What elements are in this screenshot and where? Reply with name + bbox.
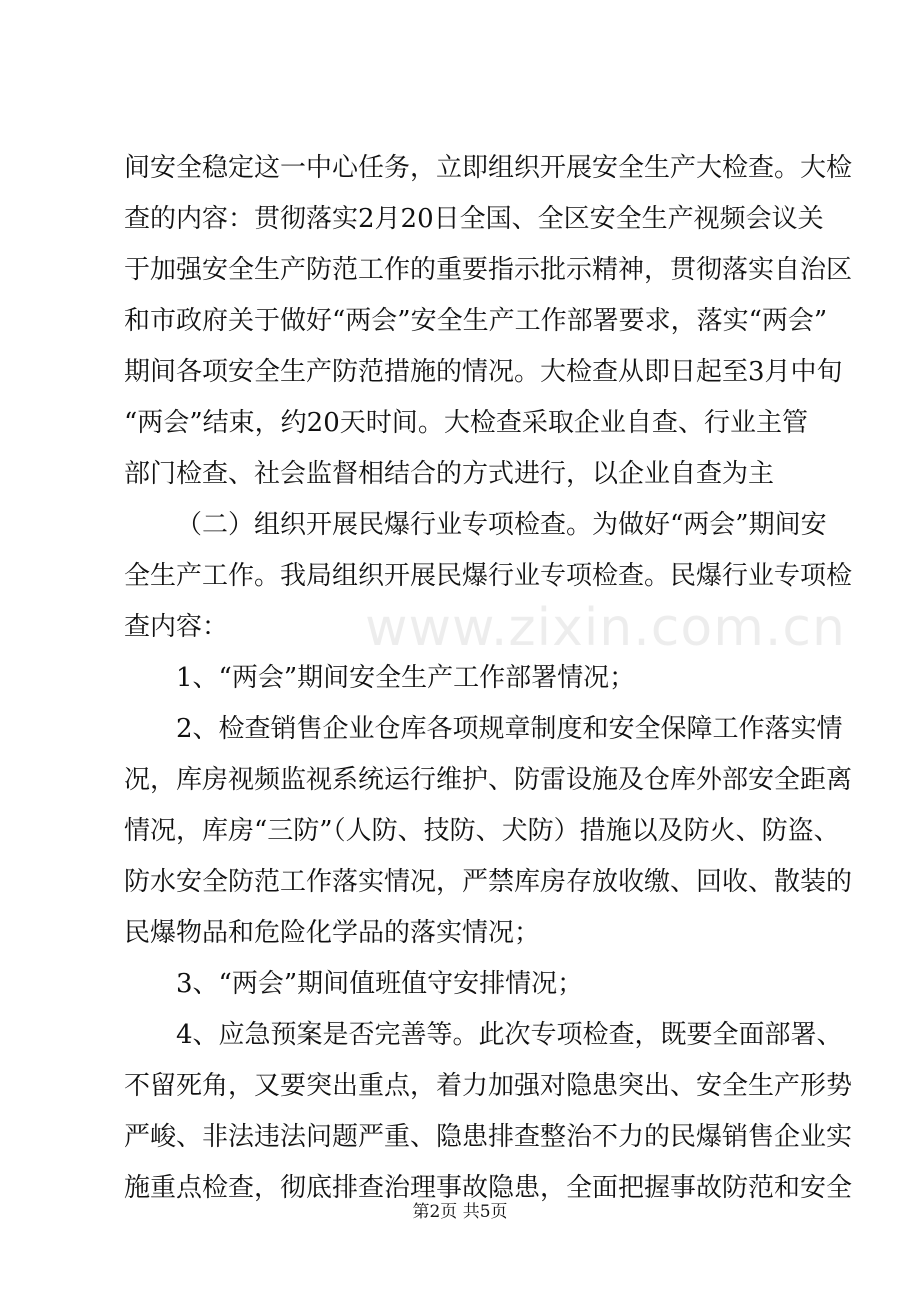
text-line: 严峻、非法违法问题严重、隐患排查整治不力的民爆销售企业实: [124, 1122, 853, 1152]
text-line: 间安全稳定这一中心任务，立即组织开展安全生产大检查。大检: [124, 153, 853, 183]
list-item-4: 4、应急预案是否完善等。此次专项检查，既要全面部署、: [176, 1020, 843, 1050]
text-line: 于加强安全生产防范工作的重要指示批示精神，贯彻落实自治区: [124, 255, 853, 285]
text-line: 查的内容：贯彻落实2月20日全国、全区安全生产视频会议关: [124, 204, 824, 234]
text-line: 和市政府关于做好“两会”安全生产工作部署要求，落实“两会”: [124, 306, 828, 336]
list-item-2: 2、检查销售企业仓库各项规章制度和安全保障工作落实情: [176, 714, 843, 744]
list-item-1: 1、“两会”期间安全生产工作部署情况；: [176, 663, 636, 693]
text-line: 部门检查、社会监督相结合的方式进行，以企业自查为主: [124, 459, 775, 489]
section-heading-line: （二）组织开展民爆行业专项检查。为做好“两会”期间安: [176, 510, 827, 540]
text-line: 不留死角，又要突出重点，着力加强对隐患突出、安全生产形势: [124, 1071, 853, 1101]
text-line: 期间各项安全生产防范措施的情况。大检查从即日起至3月中旬: [124, 357, 843, 387]
text-line: 防水安全防范工作落实情况，严禁库房存放收缴、回收、散装的: [124, 867, 853, 897]
text-line: 民爆物品和危险化学品的落实情况；: [124, 918, 541, 948]
page-footer: 第2页 共5页: [412, 1202, 508, 1222]
list-item-3: 3、“两会”期间值班值守安排情况；: [176, 969, 584, 999]
text-line: “两会”结束，约20天时间。大检查采取企业自查、行业主管: [124, 408, 808, 438]
text-line: 全生产工作。我局组织开展民爆行业专项检查。民爆行业专项检: [124, 561, 853, 591]
text-line: 情况，库房“三防”（人防、技防、犬防）措施以及防火、防盗、: [124, 816, 840, 846]
text-line: 查内容：: [124, 612, 229, 642]
watermark: www.zixin.com.cn: [365, 598, 846, 658]
text-line: 施重点检查，彻底排查治理事故隐患，全面把握事故防范和安全: [124, 1173, 853, 1203]
text-line: 况，库房视频监视系统运行维护、防雷设施及仓库外部安全距离: [124, 765, 853, 795]
